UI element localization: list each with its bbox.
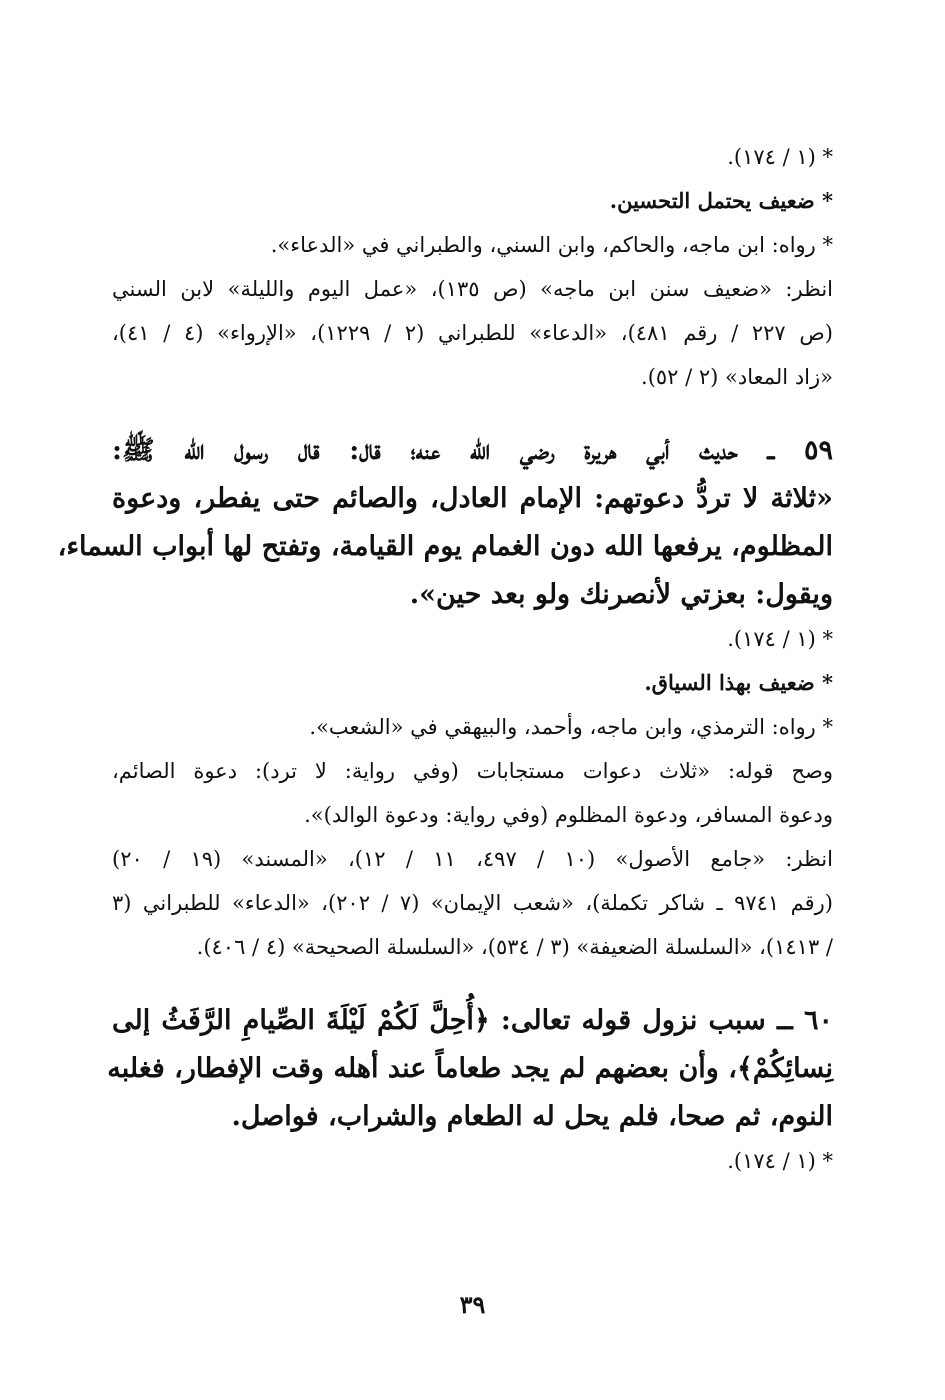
hadith-line: النوم، ثم صحا، فلم يحل له الطعام والشراب، فواصل. — [231, 1101, 833, 1132]
see-line: «زاد المعاد» (٢ / ٥٢). — [641, 365, 833, 389]
hadith-line: ويقول: بعزتي لأنصرنك ولو بعد حين». — [409, 579, 833, 610]
ref-line: * (١ / ١٧٤). — [727, 145, 833, 169]
ref-line: * (١ / ١٧٤). — [727, 627, 833, 651]
see-line: (رقم ٩٧٤١ ـ شاكر تكملة)، «شعب الإيمان» (٧ / ٢٠٢)، «الدعاء» للطبراني (٣ — [112, 891, 833, 915]
hadith-line: ٦٠ ــ سبب نزول قوله تعالى: ﴿أُحِلَّ لَكُمْ لَيْلَةَ الصِّيامِ الرَّفَثُ إلى — [112, 1005, 833, 1036]
ref-line: * (١ / ١٧٤). — [727, 1149, 833, 1173]
authentic-line: وصح قوله: «ثلاث دعوات مستجابات (وفي رواية: لا ترد): دعوة الصائم، — [112, 759, 833, 783]
see-line: / ١٤١٣)، «السلسلة الضعيفة» (٣ / ٥٣٤)، «السلسلة الصحيحة» (٤ / ٤٠٦). — [196, 935, 833, 959]
hadith-line: «ثلاثة لا تردُّ دعوتهم: الإمام العادل، والصائم حتى يفطر، ودعوة — [112, 483, 833, 514]
grade-line: * ضعيف يحتمل التحسين. — [609, 188, 833, 213]
see-line: (ص ٢٢٧ / رقم ٤٨١)، «الدعاء» للطبراني (٢ / ١٢٢٩)، «الإرواء» (٤ / ٤١)، — [112, 321, 833, 345]
see-line: انظر: «ضعيف سنن ابن ماجه» (ص ١٣٥)، «عمل اليوم والليلة» لابن السني — [112, 277, 833, 301]
hadith-line: ٥٩ ــ حديث أبي هريرة رضي الله عنه؛ قال: قال رسول الله ﷺ: — [112, 435, 833, 466]
hadith-line: المظلوم، يرفعها الله دون الغمام يوم القيامة، وتفتح لها أبواب السماء، — [57, 531, 833, 562]
narrators-line: * رواه: الترمذي، وابن ماجه، وأحمد، والبيهقي في «الشعب». — [309, 715, 833, 739]
authentic-line: ودعوة المسافر، ودعوة المظلوم (وفي رواية: ودعوة الوالد)». — [304, 803, 833, 827]
narrators-line: * رواه: ابن ماجه، والحاكم، وابن السني، والطبراني في «الدعاء». — [270, 233, 833, 257]
see-line: انظر: «جامع الأصول» (١٠ / ٤٩٧، ١١ / ١٢)، «المسند» (١٩ / ٢٠) — [112, 847, 833, 871]
page-number: ٣٩ — [459, 1290, 486, 1319]
grade-line: * ضعيف بهذا السياق. — [644, 670, 833, 695]
hadith-line: نِسائِكُمْ﴾، وأن بعضهم لم يجد طعاماً عند أهله وقت الإفطار، فغلبه — [107, 1053, 833, 1084]
